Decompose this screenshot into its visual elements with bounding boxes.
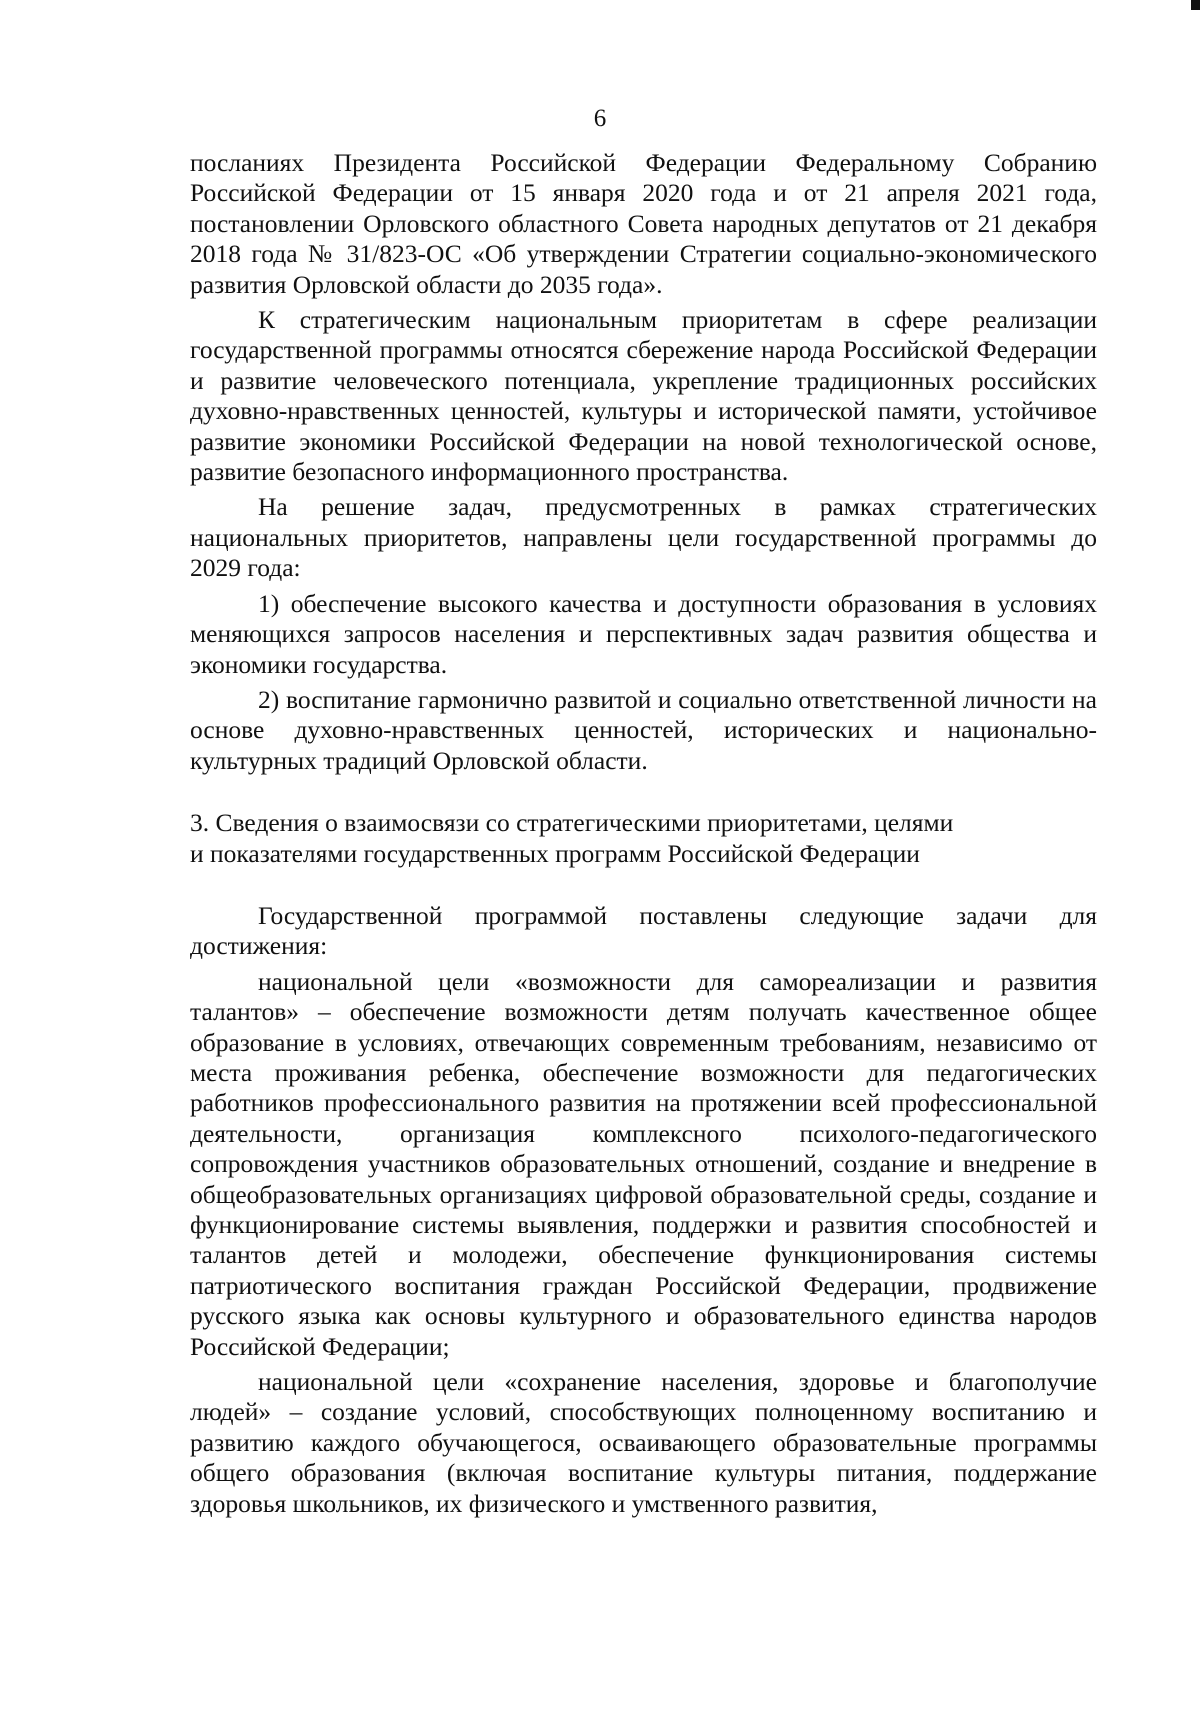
paragraph-continuation: посланиях Президента Российской Федерации Федеральному Собранию Российской Федерации от 15 января 2020 года и от 21 апреля 2021 года, постановлении Орловского областного Совета народных депутатов от 21 декабря 2018 года № 31/823-ОС «Об утверждении Стратегии социально-экономического развития Орловской области до 2035 года». bbox=[190, 148, 1097, 299]
section-3-heading bbox=[190, 808, 1097, 869]
section-3-heading-line-2: и показателями государственных программ Российской Федерации bbox=[190, 838, 920, 868]
paragraph-national-goal-health: национальной цели «сохранение населения, здоровье и благополучие людей» – создание условий, способствующих полноценному воспитанию и развитию каждого обучающегося, осваивающего образовательные программы общего образования (включая воспитание культуры питания, поддержание здоровья школьников, их физического и умственного развития, bbox=[190, 1367, 1097, 1518]
page-number: 6 bbox=[593, 105, 607, 132]
scan-artifact-mark bbox=[1191, 0, 1200, 10]
paragraph-section-3-intro: Государственной программой поставлены следующие задачи для достижения: bbox=[190, 900, 1097, 961]
paragraph-program-goals-intro: На решение задач, предусмотренных в рамках стратегических национальных приоритетов, направлены цели государственной программы до 2029 года: bbox=[190, 492, 1097, 583]
paragraph-goal-1: 1) обеспечение высокого качества и доступности образования в условиях меняющихся запросов населения и перспективных задач развития общества и экономики государства. bbox=[190, 588, 1097, 679]
paragraph-goal-2: 2) воспитание гармонично развитой и социально ответственной личности на основе духовно-нравственных ценностей, исторических и национально-культурных традиций Орловской области. bbox=[190, 684, 1097, 775]
paragraph-strategic-priorities: К стратегическим национальным приоритетам в сфере реализации государственной программы относятся сбережение народа Российской Федерации и развитие человеческого потенциала, укрепление традиционных российских духовно-нравственных ценностей, культуры и исторической памяти, устойчивое развитие экономики Российской Федерации на новой технологической основе, развитие безопасного информационного пространства. bbox=[190, 305, 1097, 487]
section-3-heading-line-1: 3. Сведения о взаимосвязи со стратегическими приоритетами, целями bbox=[190, 808, 954, 838]
document-body bbox=[190, 148, 1097, 1524]
paragraph-national-goal-talents: национальной цели «возможности для самореализации и развития талантов» – обеспечение возможности детям получать качественное общее образование в условиях, отвечающих современным требованиям, независимо от места проживания ребенка, обеспечение возможности для педагогических работников профессионального развития на протяжении всей профессиональной деятельности, организация комплексного психолого-педагогического сопровождения участников образовательных отношений, создание и внедрение в общеобразовательных организациях цифровой образовательной среды, создание и функционирование системы выявления, поддержки и развития способностей и талантов детей и молодежи, обеспечение функционирования системы патриотического воспитания граждан Российской Федерации, продвижение русского языка как основы культурного и образовательного единства народов Российской Федерации; bbox=[190, 966, 1097, 1361]
